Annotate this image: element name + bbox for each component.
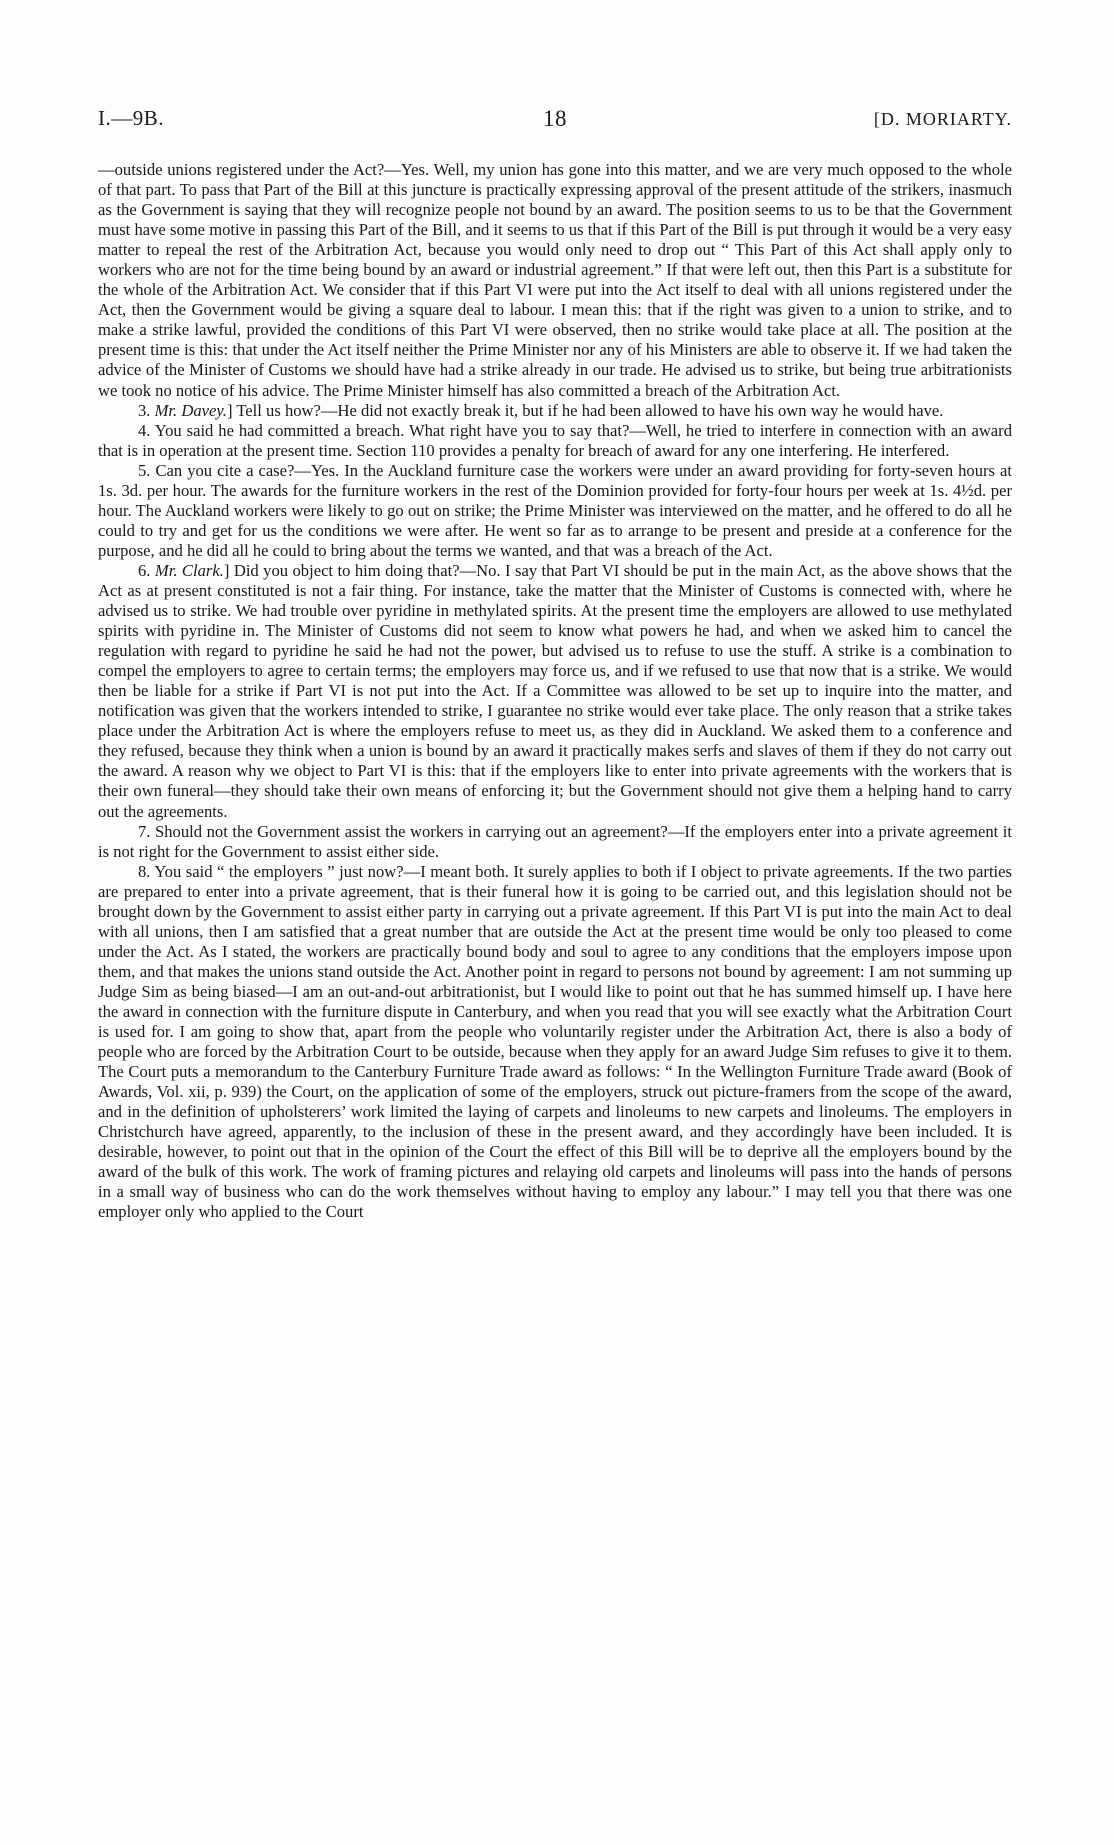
paper-reference: I.—9B. bbox=[98, 106, 164, 130]
question-7 bbox=[98, 822, 1012, 862]
speaker-name: Mr. Clark. bbox=[154, 560, 224, 580]
question-number: 5. bbox=[138, 460, 156, 480]
speaker-name: Mr. Davey. bbox=[154, 400, 227, 420]
page-number: 18 bbox=[543, 106, 567, 131]
question-3 bbox=[98, 401, 1012, 421]
document-body bbox=[98, 160, 1012, 1222]
question-number: 3. bbox=[138, 400, 155, 420]
question-text: Should not the Government assist the workers in carrying out an agreement?—If the employers enter into a private agreement it is not right for the Government to assist either side. bbox=[98, 821, 1013, 861]
paragraph-continuation: —outside unions registered under the Act?—Yes. Well, my union has gone into this matter, and we are very much opposed to the whole of that part. To pass that Part of the Bill at this juncture is practically expressing approval of the present attitude of the strikers, inasmuch as the Government is saying that they will recognize people not bound by an award. The position seems to us to be that the Government must have some motive in passing this Part of the Bill, and it seems to us that if this Part of the Bill is put through it would be a very easy matter to repeal the rest of the Arbitration Act, because you would only need to drop out “ This Part of this Act shall apply only to workers who are not for the time being bound by an award or industrial agreement.” If that were left out, then this Part is a substitute for the whole of the Arbitration Act. We consider that if this Part VI were put into the Act itself to deal with all unions registered under the Act, then the Government would be giving a square deal to labour. I mean this: that if the right was given to a union to strike, and to make a strike lawful, provided the conditions of this Part VI were observed, then no strike would take place at all. The position at the present time is this: that under the Act itself neither the Prime Minister nor any of his Ministers are able to observe it. If we had taken the advice of the Minister of Customs we should have had a strike already in our trade. He advised us to strike, but being true arbitrationists we took no notice of his advice. The Prime Minister himself has also committed a breach of the Arbitration Act. bbox=[98, 160, 1012, 400]
question-6 bbox=[98, 561, 1012, 822]
question-text: You said he had committed a breach. What right have you to say that?—Well, he tried to interfere in connection with an award that is in operation at the present time. Section 110 provides a penalty for breach of award for any one interfering. He interfered. bbox=[98, 420, 1012, 460]
question-number: 4. bbox=[138, 420, 155, 440]
question-text: ] Tell us how?—He did not exactly break it, but if he had been allowed to have his own way he would have. bbox=[226, 400, 944, 420]
question-text: Can you cite a case?—Yes. In the Auckland furniture case the workers were under an award providing for forty-seven hours at 1s. 3d. per hour. The awards for the furniture workers in the rest of the Dominion provided for forty-four hours per week at 1s. 4½d. per hour. The Auckland workers were likely to go out on strike; the Prime Minister was interviewed on the matter, and he offered to do all he could to try and get for us the conditions we were after. He went so far as to arrange to be present and preside at a conference for the purpose, and he did all he could to bring about the terms we wanted, and that was a breach of the Act. bbox=[98, 460, 1012, 560]
question-text: You said “ the employers ” just now?—I meant both. It surely applies to both if I object to private agreements. If the two parties are prepared to enter into a private agreement, that is their funeral how it is going to be carried out, and this legislation should not be brought down by the Government to assist either party in carrying out a private agreement. If this Part VI is put into the main Act to deal with all unions, then I am satisfied that a great number that are outside the Act at the present time would be only too pleased to come under the Act. As I stated, the workers are practically bound body and soul to agree to any conditions that the employers impose upon them, and that makes the unions stand outside the Act. Another point in regard to persons not bound by agreement: I am not summing up Judge Sim as being biased—I am an out-and-out arbitrationist, but I would like to point out that he has summed himself up. I have here the award in connection with the furniture dispute in Canterbury, and when you read that you will see exactly what the Arbitration Court is used for. I am going to show that, apart from the people who voluntarily register under the Arbitration Act, there is also a body of people who are forced by the Arbitration Court to be outside, because when they apply for an award Judge Sim refuses to give it to them. The Court puts a memorandum to the Canterbury Furniture Trade award as follows: “ In the Wellington Furniture Trade award (Book of Awards, Vol. xii, p. 939) the Court, on the application of some of the employers, struck out picture-framers from the scope of the award, and in the definition of upholsterers’ work limited the laying of carpets and linoleums to new carpets and linoleums. The employers in Christchurch have agreed, apparently, to the inclusion of these in the present award, and they accordingly have been included. It is desirable, however, to point out that in the opinion of the Court the effect of this Bill will be to deprive all the employers bound by the award of the bulk of this work. The work of framing pictures and relaying old carpets and linoleums will pass into the hands of persons in a small way of business who can do the work themselves without having to employ any labour.” I may tell you that there was one employer only who applied to the Court bbox=[98, 861, 1012, 1222]
question-text: ] Did you object to him doing that?—No. I say that Part VI should be put in the main Act, as the above shows that the Act as at present constituted is not a fair thing. For instance, take the matter that the Minister of Customs is connected with, where he advised us to strike. We had trouble over pyridine in methylated spirits. At the present time the employers are allowed to use methylated spirits with pyridine in. The Minister of Customs did not seem to know what powers he had, and when we asked him to cancel the regulation with regard to pyridine he said he had not the power, but advised us to refuse to use the stuff. A strike is a combination to compel the employers to agree to certain terms; the employers may force us, and if we refused to use that now that is a strike. We would then be liable for a strike if Part VI is not put into the Act. If a Committee was allowed to be set up to inquire into the matter, and notification was given that the workers intended to strike, I guarantee no strike would ever take place. The only reason that a strike takes place under the Arbitration Act is where the employers refuse to meet us, as they did in Auckland. We asked them to a conference and they refused, because they think when a union is bound by an award it practically makes serfs and slaves of them if they do not carry out the award. A reason why we object to Part VI is this: that if the employers like to enter into private agreements with the workers that is their own funeral—they should take their own means of enforcing it; but the Government should not give them a helping hand to carry out the agreements. bbox=[98, 560, 1013, 821]
question-number: 8. bbox=[138, 861, 155, 881]
question-4 bbox=[98, 421, 1012, 461]
page-header bbox=[98, 106, 1012, 140]
question-5 bbox=[98, 461, 1012, 561]
question-8 bbox=[98, 862, 1012, 1223]
question-number: 6. bbox=[138, 560, 155, 580]
question-number: 7. bbox=[138, 821, 156, 841]
witness-name: [D. MORIARTY. bbox=[873, 109, 1012, 129]
